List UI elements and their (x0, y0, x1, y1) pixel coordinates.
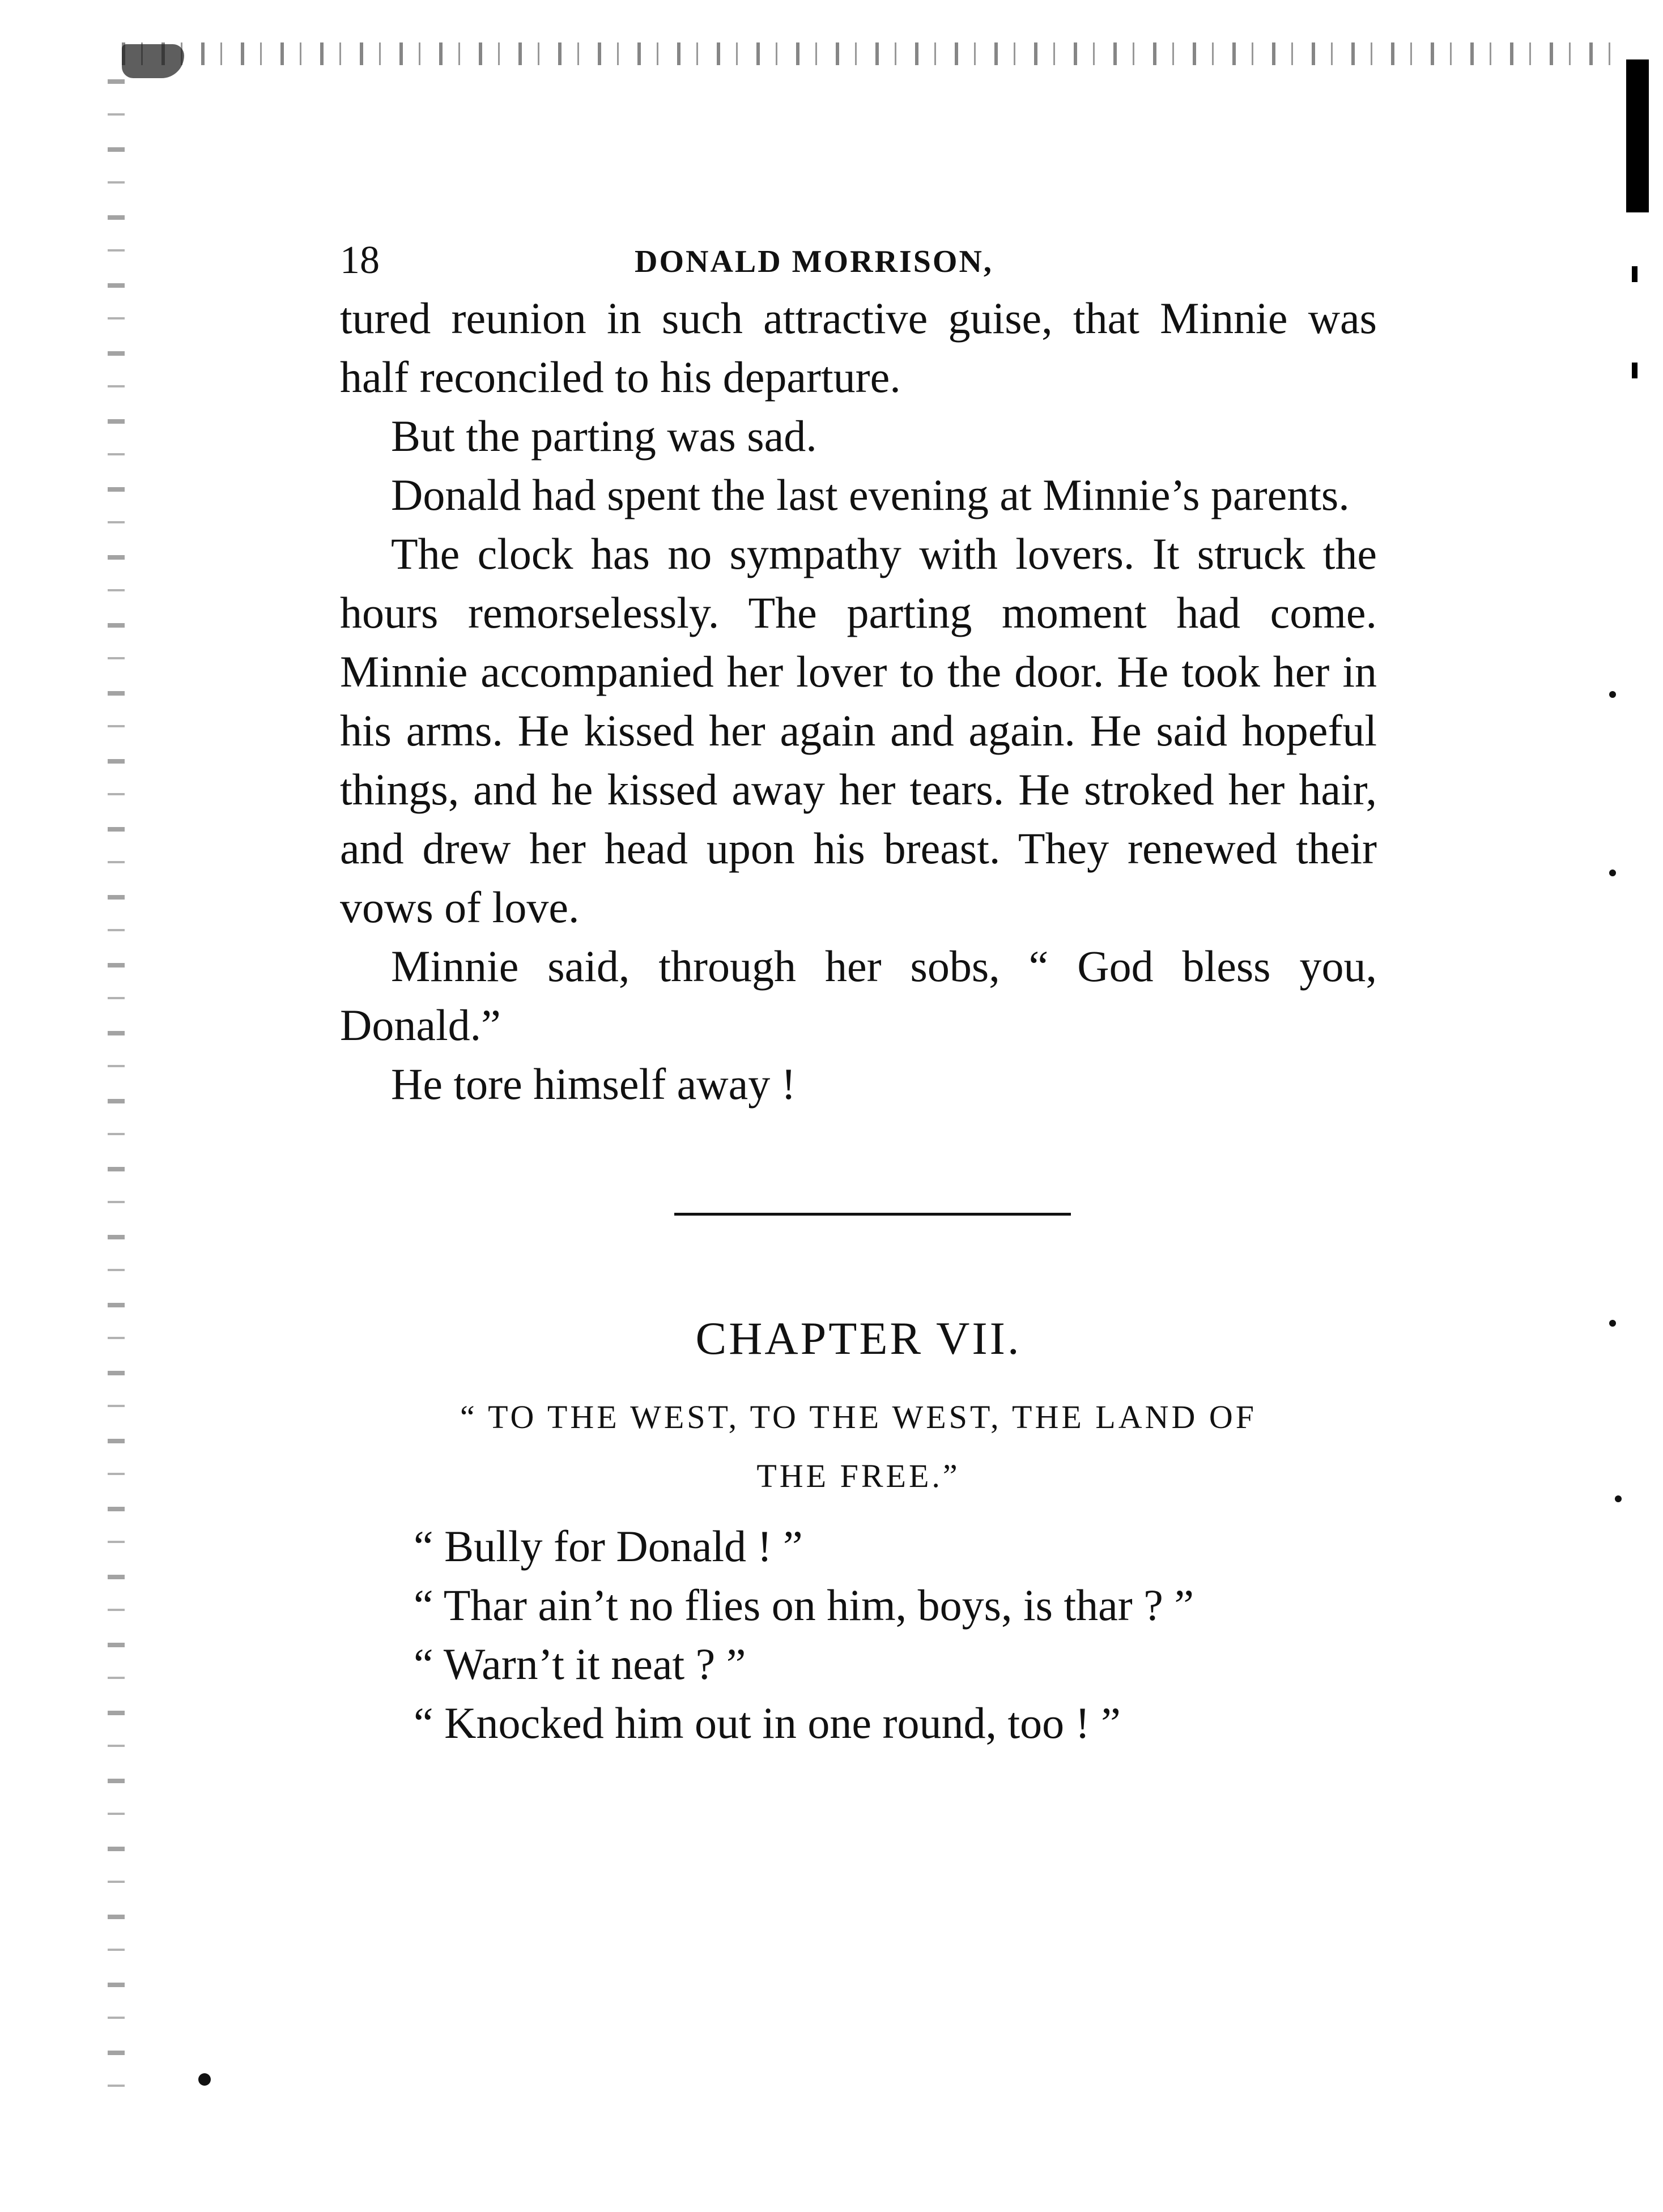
dialogue-line: “ Knocked him out in one round, too ! ” (414, 1698, 1121, 1748)
running-head (340, 227, 1377, 289)
scan-dash (1632, 266, 1638, 282)
scan-corner-blot (122, 44, 184, 78)
scan-dot (1615, 1495, 1622, 1502)
paragraph: Minnie said, through her sobs, “ God bless you, Donald.” (340, 941, 1377, 1050)
chapter-subtitle-line: “ TO THE WEST, TO THE WEST, THE LAND OF (460, 1399, 1257, 1435)
paragraph: He tore himself away ! (391, 1059, 796, 1109)
paragraph: But the parting was sad. (391, 411, 817, 461)
paragraph: The clock has no sympathy with lovers. It struck the hours remorselessly. The parting moment had come. Minnie accompanied her lover to the door. He took her in his arms. He kissed her again and again. He said hopeful things, and he kissed away her tears. He stroked her hair, and drew her head upon his breast. They renewed their vows of love. (340, 529, 1377, 932)
chapter-subtitle (340, 1388, 1377, 1506)
dialogue-line: “ Warn’t it neat ? ” (414, 1639, 746, 1689)
dialogue-line: “ Thar ain’t no flies on him, boys, is thar ? ” (414, 1580, 1194, 1630)
body-text (340, 289, 1377, 1114)
paragraph: Donald had spent the last evening at Minnie’s parents. (391, 470, 1350, 519)
paragraph: tured reunion in such attractive guise, that Minnie was half reconciled to his departure. (340, 293, 1377, 402)
page-number: 18 (340, 238, 380, 282)
scan-dot (1609, 870, 1616, 876)
running-title: DONALD MORRISON, (635, 244, 993, 279)
section-divider (674, 1213, 1071, 1216)
scan-dot (1609, 1320, 1616, 1327)
dialogue-block (340, 1517, 1377, 1753)
scan-dot (198, 2073, 211, 2086)
book-page (340, 227, 1377, 1753)
dialogue-line: “ Bully for Donald ! ” (414, 1521, 803, 1571)
scan-edge-left (108, 79, 125, 2119)
scan-bar-right (1626, 59, 1649, 212)
scan-dot (1609, 691, 1616, 698)
scan-edge-top (122, 42, 1618, 65)
chapter-subtitle-line: THE FREE.” (756, 1457, 960, 1494)
scan-dash (1632, 363, 1638, 378)
chapter-title: CHAPTER VII. (695, 1312, 1022, 1364)
